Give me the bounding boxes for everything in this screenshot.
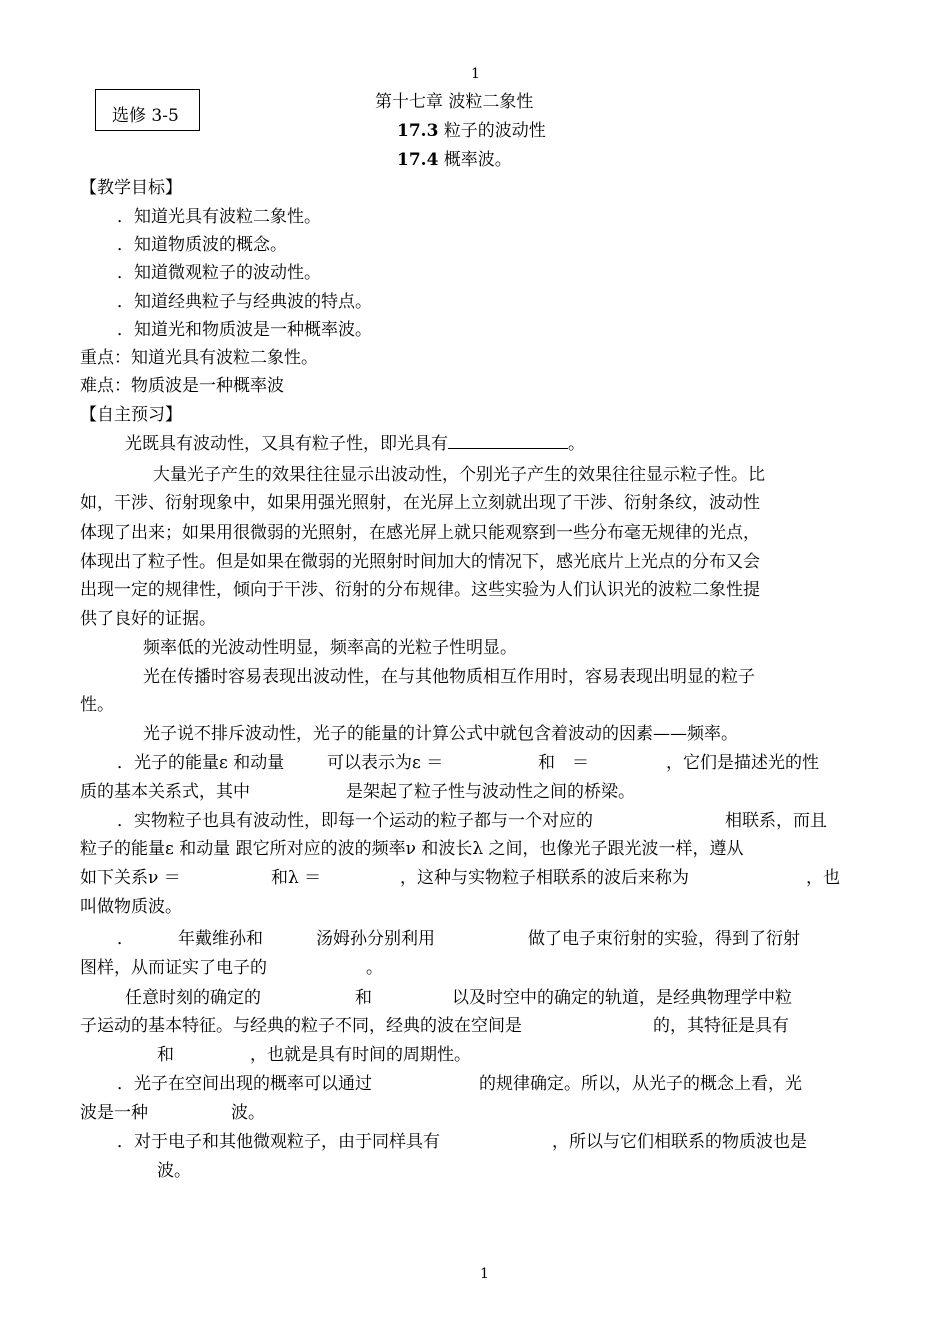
section-number-1: 17.3 <box>397 121 439 141</box>
paragraph-4-line: 性。 <box>80 695 114 715</box>
goal-item: ．知道光和物质波是一种概率波。 <box>117 320 372 340</box>
question-4-text: 子运动的基本特征。与经典的粒子不同，经典的波在空间是 <box>80 1016 522 1036</box>
goal-item: ．知道物质波的概念。 <box>117 235 287 255</box>
question-1-text: ．光子的能量ε 和动量 <box>117 753 285 773</box>
question-6-text: ，所以与它们相联系的物质波也是 <box>552 1132 807 1152</box>
goal-item: ．知道微观粒子的波动性。 <box>117 263 321 283</box>
question-1-text: ，它们是描述光的性 <box>666 753 819 773</box>
question-1-text: ＝ <box>572 753 589 773</box>
course-box <box>95 89 200 131</box>
question-2-text: ．实物粒子也具有波动性，即每一个运动的粒子都与一个对应的 <box>117 811 593 831</box>
question-3-text: 图样，从而证实了电子的 <box>80 958 267 978</box>
paragraph-2-line: 大量光子产生的效果往往显示出波动性，个别光子产生的效果往往显示粒子性。比 <box>153 465 765 485</box>
question-4-text: 以及时空中的确定的轨道，是经典物理学中粒 <box>452 988 792 1008</box>
question-1-text: 可以表示为ε ＝ <box>327 753 444 773</box>
question-2-text: ，也 <box>806 868 840 888</box>
question-5-text: 波。 <box>231 1103 265 1123</box>
question-4-text: 和 <box>355 988 372 1008</box>
question-3-text: 汤姆孙分别利用 <box>316 929 435 949</box>
question-4-text: 任意时刻的确定的 <box>125 988 261 1008</box>
question-2-text: 如下关系ν ＝ <box>80 868 181 888</box>
key-point: 重点：知道光具有波粒二象性。 <box>80 348 318 368</box>
question-1-text: 和 <box>538 753 555 773</box>
question-3-text: 。 <box>366 958 383 978</box>
section-title-1 <box>397 116 546 141</box>
paragraph-2-line: 体现了出来；如果用很微弱的光照射，在感光屏上就只能观察到一些分布毫无规律的光点， <box>80 523 760 543</box>
question-5-text: 的规律确定。所以，从光子的概念上看，光 <box>479 1074 802 1094</box>
question-1-text: 是架起了粒子性与波动性之间的桥梁。 <box>346 782 635 802</box>
question-2-text: 粒子的能量ε 和动量 跟它所对应的波的频率ν 和波长λ 之间，也像光子跟光波一样，遵从 <box>80 839 744 859</box>
question-3-text: 年戴维孙和 <box>178 929 263 949</box>
paragraph-1-text: 光既具有波动性，又具有粒子性，即光具有 <box>125 434 448 454</box>
question-4-text: ，也就是具有时间的周期性。 <box>250 1045 471 1065</box>
paragraph-3: 频率低的光波动性明显，频率高的光粒子性明显。 <box>143 638 517 658</box>
paragraph-2-line: 出现一定的规律性，倾向于干涉、衍射的分布规律。这些实验为人们认识光的波粒二象性提 <box>80 580 760 600</box>
question-3-text: ． <box>117 929 134 949</box>
question-4-text: 的，其特征是具有 <box>653 1016 789 1036</box>
question-2-text: 相联系，而且 <box>725 811 827 831</box>
paragraph-2-line: 体现出了粒子性。但是如果在微弱的光照射时间加大的情况下，感光底片上光点的分布又会 <box>80 552 760 572</box>
difficulty: 难点：物质波是一种概率波 <box>80 376 284 396</box>
page-number-top: 1 <box>471 66 480 82</box>
paragraph-5: 光子说不排斥波动性，光子的能量的计算公式中就包含着波动的因素——频率。 <box>143 724 738 744</box>
question-3-text: 做了电子束衍射的实验，得到了衍射 <box>528 929 800 949</box>
course-label: 选修 3-5 <box>112 106 179 126</box>
question-2-text: 和λ ＝ <box>271 868 322 888</box>
paragraph-2-line: 如，干涉、衍射现象中，如果用强光照射，在光屏上立刻就出现了干涉、衍射条纹，波动性 <box>80 493 760 513</box>
question-5-text: ．光子在空间出现的概率可以通过 <box>117 1074 372 1094</box>
question-6-text: 波。 <box>157 1161 191 1181</box>
question-4-text: 和 <box>157 1045 174 1065</box>
question-2-text: ，这种与实物粒子相联系的波后来称为 <box>400 868 689 888</box>
paragraph-1-end: 。 <box>568 434 585 454</box>
section-title-2 <box>397 145 512 170</box>
question-5-text: 波是一种 <box>80 1103 148 1123</box>
paragraph-4-line: 光在传播时容易表现出波动性，在与其他物质相互作用时，容易表现出明显的粒子 <box>143 667 755 687</box>
section-label-2: 概率波。 <box>443 150 512 170</box>
section-label-1: 粒子的波动性 <box>443 121 546 141</box>
chapter-title: 第十七章 波粒二象性 <box>375 92 534 112</box>
paragraph-1 <box>125 429 585 454</box>
page-number-bottom: 1 <box>480 1266 489 1282</box>
goals-header: 【教学目标】 <box>80 178 182 198</box>
answer-blank[interactable] <box>448 430 568 449</box>
preview-header: 【自主预习】 <box>80 405 182 425</box>
question-2-text: 叫做物质波。 <box>80 897 182 917</box>
paragraph-2-line: 供了良好的证据。 <box>80 609 216 629</box>
section-number-2: 17.4 <box>397 150 439 170</box>
question-6-text: ．对于电子和其他微观粒子，由于同样具有 <box>117 1132 440 1152</box>
goal-item: ．知道经典粒子与经典波的特点。 <box>117 292 372 312</box>
goal-item: ．知道光具有波粒二象性。 <box>117 207 321 227</box>
question-1-text: 质的基本关系式，其中 <box>80 782 250 802</box>
